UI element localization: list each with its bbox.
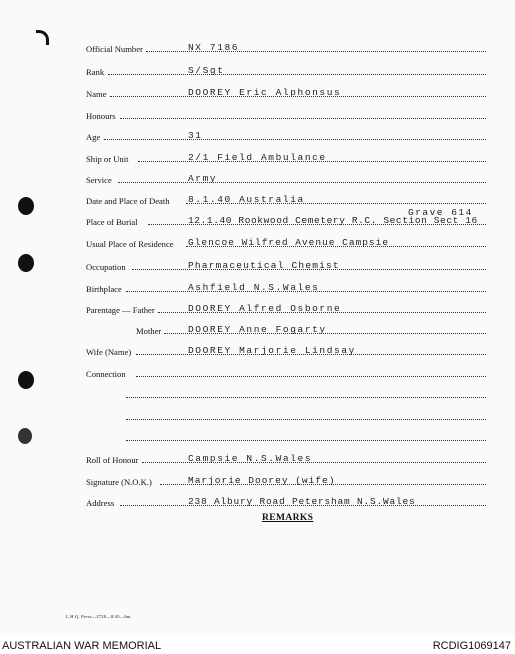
ship-or-unit-label: Ship or Unit	[86, 154, 129, 164]
name-value: DOOREY Eric Alphonsus	[188, 87, 342, 98]
dotted-line	[120, 118, 486, 119]
connection-line-3	[86, 410, 486, 424]
mother-value: DOOREY Anne Fogarty	[188, 324, 327, 335]
honours-label: Honours	[86, 111, 116, 121]
occupation-row	[86, 260, 486, 274]
wife-label: Wife (Name)	[86, 347, 132, 357]
punch-hole	[18, 371, 34, 389]
death-value: 8.1.40 Australia	[188, 194, 305, 205]
occupation-label: Occupation	[86, 262, 126, 272]
address-value: 238 Albury Road Petersham N.S.Wales	[188, 496, 416, 507]
birthplace-value: Ashfield N.S.Wales	[188, 282, 320, 293]
honours-row	[86, 109, 486, 123]
official-number-row	[86, 42, 486, 56]
roll-of-honour-row	[86, 453, 486, 467]
residence-row	[86, 237, 486, 251]
ship-or-unit-value: 2/1 Field Ambulance	[188, 152, 327, 163]
name-row	[86, 87, 486, 101]
connection-line-4	[86, 431, 486, 445]
dotted-line	[126, 397, 486, 398]
remarks-heading: REMARKS	[262, 513, 314, 523]
burial-value: 12.1.40 Rookwood Cemetery R.C. Section Sect 16	[188, 215, 478, 226]
dotted-line	[118, 182, 486, 183]
age-label: Age	[86, 132, 101, 142]
death-label: Date and Place of Death	[86, 196, 170, 206]
rank-value: S/Sgt	[188, 65, 225, 76]
name-label: Name	[86, 89, 107, 99]
record-id: RCDIG1069147	[432, 640, 511, 652]
signature-label: Signature (N.O.K.)	[86, 477, 152, 487]
wife-row	[86, 345, 486, 359]
ship-or-unit-row	[86, 152, 486, 166]
father-label: Parentage — Father	[86, 305, 155, 315]
age-value: 31	[188, 130, 203, 141]
rank-row	[86, 65, 486, 79]
birthplace-label: Birthplace	[86, 284, 122, 294]
burial-row	[86, 215, 486, 229]
connection-label: Connection	[86, 369, 126, 379]
punch-hole	[18, 197, 34, 215]
connection-line-2	[86, 388, 486, 402]
service-row	[86, 173, 486, 187]
wife-value: DOOREY Marjorie Lindsay	[188, 345, 356, 356]
dotted-line	[126, 419, 486, 420]
official-number-value: NX 7186	[188, 42, 240, 53]
birthplace-row	[86, 282, 486, 296]
service-label: Service	[86, 175, 112, 185]
archive-footer	[0, 636, 515, 654]
address-row	[86, 496, 486, 510]
corner-curl-mark	[36, 30, 49, 45]
service-value: Army	[188, 173, 218, 184]
official-number-label: Official Number	[86, 44, 143, 54]
father-row	[86, 303, 486, 317]
signature-value: Marjorie Doorey (wife)	[188, 475, 336, 486]
dotted-line	[104, 139, 486, 140]
address-label: Address	[86, 498, 115, 508]
mother-row	[86, 324, 486, 338]
burial-label: Place of Burial	[86, 217, 138, 227]
archive-name: AUSTRALIAN WAR MEMORIAL	[2, 640, 162, 652]
roll-of-honour-value: Campsie N.S.Wales	[188, 453, 313, 464]
occupation-value: Pharmaceutical Chemist	[188, 260, 340, 271]
signature-row	[86, 475, 486, 489]
punch-hole	[18, 428, 32, 444]
age-row	[86, 130, 486, 144]
printer-line: L.H.Q. Press—2720—8/45—6m.	[66, 614, 132, 619]
residence-label: Usual Place of Residence	[86, 239, 174, 249]
dotted-line	[126, 440, 486, 441]
residence-value: Glencoe Wilfred Avenue Campsie	[188, 237, 390, 248]
death-row	[86, 194, 486, 208]
mother-label: Mother	[136, 326, 162, 336]
roll-of-honour-label: Roll of Honour	[86, 455, 139, 465]
punch-hole	[18, 254, 34, 272]
connection-row	[86, 367, 486, 381]
father-value: DOOREY Alfred Osborne	[188, 303, 342, 314]
rank-label: Rank	[86, 67, 105, 77]
dotted-line	[136, 376, 486, 377]
dotted-line	[108, 74, 486, 75]
grave-note: Grave 614	[408, 207, 473, 218]
